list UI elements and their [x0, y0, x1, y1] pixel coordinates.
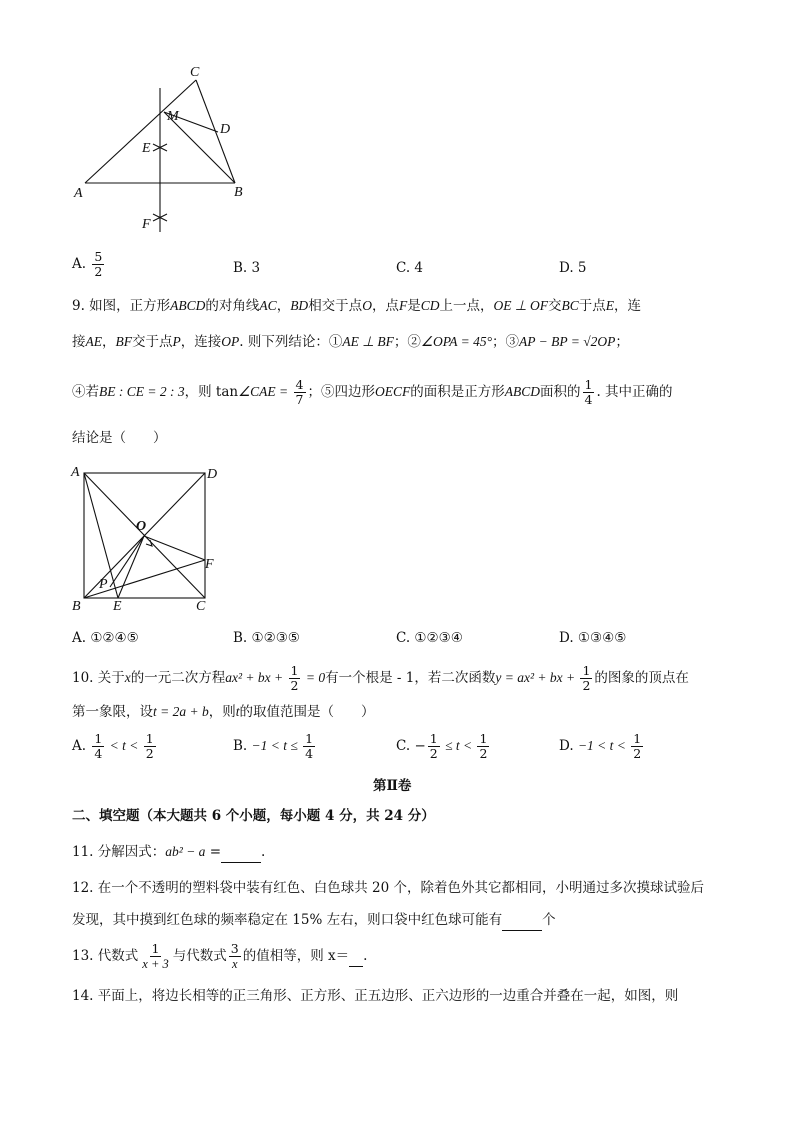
q11: 11. 分解因式：ab² − a = .	[72, 842, 265, 863]
segment-ac	[85, 80, 196, 183]
q12-blank[interactable]	[502, 910, 542, 931]
q13: 13. 代数式 $\frac{1}{x + 3}$ 与代数式 $\frac{3}{x}$ 的值相等，则 x＝ .	[72, 941, 368, 971]
label-f: F	[205, 557, 214, 572]
q9-option-c[interactable]: C. ①②③④	[396, 630, 463, 646]
q12-line1: 12. 在一个不透明的塑料袋中装有红色、白色球共 20 个，除着色外其它都相同，小明通过多次摸球试验后	[72, 880, 705, 896]
q13-blank[interactable]	[349, 946, 363, 967]
q10-option-a[interactable]: A. $\frac{1}{4}$ < t < $\frac{1}{2}$	[72, 731, 154, 761]
q9-line3: ④若BE : CE = 2 : 3，则 tan∠CAE = $\frac{4}{7}$ ；⑤四边形OECF的面积是正方形ABCD面积的 $\frac{1}{4}$ . 其中正确的	[72, 377, 673, 407]
q8-option-c[interactable]: C. 4	[396, 260, 424, 276]
q8-option-b[interactable]: B. 3	[233, 260, 261, 276]
q11-blank[interactable]	[221, 842, 261, 863]
label-c: C	[196, 599, 206, 614]
section-heading: 二、填空题（本大题共 6 个小题，每小题 4 分，共 24 分）	[72, 808, 435, 824]
q8-option-d[interactable]: D. 5	[559, 260, 587, 276]
label-m: M	[167, 109, 179, 124]
q10-line1: 10. 关于x的一元二次方程ax² + bx + $\frac{1}{2}$ = 0有一个根是 - 1，若二次函数y = ax² + bx + $\frac{1}{2}$ 的图象的顶点在	[72, 663, 689, 693]
q10-option-b[interactable]: B. −1 < t ≤ $\frac{1}{4}$	[233, 731, 314, 761]
q9-option-a[interactable]: A. ①②④⑤	[72, 630, 139, 646]
segment-of	[144, 536, 205, 560]
label-o: O	[136, 519, 147, 534]
volume-title: 第Ⅱ卷	[373, 778, 412, 794]
q9-option-d[interactable]: D. ①③④⑤	[559, 630, 627, 646]
label-p: P	[99, 577, 108, 592]
label-d: D	[220, 122, 231, 137]
q14-line1: 14. 平面上，将边长相等的正三角形、正方形、正五边形、正六边形的一边重合并叠在一起，如图，则	[72, 988, 679, 1004]
label-f: F	[142, 217, 151, 232]
label-e: E	[142, 141, 151, 156]
label-c: C	[190, 65, 200, 80]
q9-line1: 9. 如图，正方形ABCD的对角线AC，BD相交于点O，点F是CD上一点，OE ⊥ OF交BC于点E，连	[72, 298, 641, 314]
q9-line4: 结论是（ ）	[72, 430, 167, 446]
label-b: B	[72, 599, 81, 614]
label-d: D	[207, 467, 218, 482]
q9-option-b[interactable]: B. ①②③⑤	[233, 630, 300, 646]
q10-option-d[interactable]: D. −1 < t < $\frac{1}{2}$	[559, 731, 642, 761]
label-a: A	[74, 186, 83, 201]
segment-oe	[118, 536, 144, 598]
segment-op	[110, 536, 144, 587]
figure-square	[66, 460, 226, 618]
label-e: E	[113, 599, 122, 614]
q10-option-c[interactable]: C. − $\frac{1}{2}$ ≤ t < $\frac{1}{2}$	[396, 731, 488, 761]
q8-option-a[interactable]: A. $\frac{5}{2}$	[72, 249, 103, 279]
label-b: B	[234, 185, 243, 200]
q12-line2: 发现，其中摸到红色球的频率稳定在 15% 左右，则口袋中红色球可能有 个	[72, 910, 556, 931]
q9-line2: 接AE，BF交于点P，连接OP. 则下列结论：①AE ⊥ BF；②∠OPA = 45°；③AP − BP = √2OP；	[72, 334, 629, 350]
q10-line2: 第一象限，设t = 2a + b，则t的取值范围是（ ）	[72, 704, 375, 720]
label-a: A	[71, 465, 80, 480]
figure-triangle	[60, 60, 280, 240]
